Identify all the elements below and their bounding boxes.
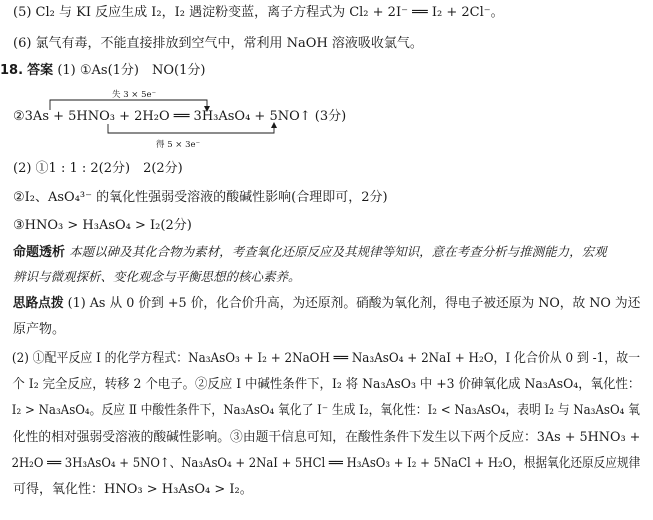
redox-equation: ②3As + 5HNO₃ + 2H₂O ══ 3H₃AsO₄ + 5NO↑ (3分) [13, 109, 347, 124]
answer-label: 答案 [27, 63, 54, 78]
gain-electrons-label: 得 5 × 3e⁻ [156, 140, 201, 150]
hint-line-2: 原产物。 [13, 322, 66, 337]
p2-line-3: I₂ > Na₃AsO₄。反应 Ⅱ 中酸性条件下，Na₃AsO₄ 氧化了 I⁻ 生成 I₂，氧化性：I₂ < Na₃AsO₄，表明 I₂ 与 Na₃AsO₄ 氧 [11, 403, 640, 418]
p2-line-4: 化性的相对强弱受溶液的酸碱性影响。③由题干信息可知，在酸性条件下发生以下两个反应：3As + 5HNO₃ + [12, 430, 641, 445]
hint-text-1: (1) As 从 0 价到 +5 价，化合价升高，为还原剂。硝酸为氧化剂，得电子被还原为 NO，故 NO 为还 [67, 296, 641, 311]
hint-label: 思路点拨 [12, 296, 64, 311]
p2-line-5: 2H₂O ══ 3H₃AsO₄ + 5NO↑、Na₃AsO₄ + 2NaI + 5HCl ══ H₃AsO₃ + I₂ + 5NaCl + H₂O，根据氧化还原反应规律 [11, 456, 641, 471]
q18-answer-3: ②I₂、AsO₄³⁻ 的氧化性强弱受溶液的酸碱性影响(合理即可，2分) [13, 190, 388, 205]
p2-line-6: 可得，氧化性：HNO₃ > H₃AsO₄ > I₂。 [13, 482, 253, 497]
analysis-line-1 [0, 243, 607, 262]
q18-answer-1: (1) ①As(1分) NO(1分) [57, 63, 206, 78]
q18-number: 18. [0, 63, 24, 78]
analysis-line-2: 辨识与微观探析、变化观念与平衡思想的核心素养。 [13, 269, 301, 284]
q18-answer-2: (2) ①1 : 1 : 2(2分) 2(2分) [13, 161, 183, 176]
analysis-text-1: 本题以砷及其化合物为素材，考查氧化还原反应及其规律等知识，意在考查分析与推测能力，宏观 [69, 244, 607, 259]
p2-line-2: 个 I₂ 完全反应，转移 2 个电子。②反应 Ⅰ 中碱性条件下，I₂ 将 Na₃AsO₃ 中 +3 价砷氧化成 Na₃AsO₄，氧化性： [12, 377, 641, 392]
lose-electrons-label: 失 3 × 5e⁻ [112, 90, 157, 100]
q18-answer-4: ③HNO₃ > H₃AsO₄ > I₂(2分) [13, 218, 192, 233]
analysis-label: 命题透析 [13, 245, 66, 260]
hint-line-1 [0, 295, 640, 313]
p2-line-1: (2) ①配平反应 Ⅰ 的化学方程式：Na₃AsO₃ + I₂ + 2NaOH ══ Na₃AsO₄ + 2NaI + H₂O，I 化合价从 0 到 -1，故一 [11, 351, 641, 366]
line-6: (6) 氯气有毒，不能直接排放到空气中，常利用 NaOH 溶液吸收氯气。 [13, 36, 423, 51]
line-5: (5) Cl₂ 与 KI 反应生成 I₂，I₂ 遇淀粉变蓝，离子方程式为 Cl₂ + 2I⁻ ══ I₂ + 2Cl⁻。 [13, 5, 504, 20]
